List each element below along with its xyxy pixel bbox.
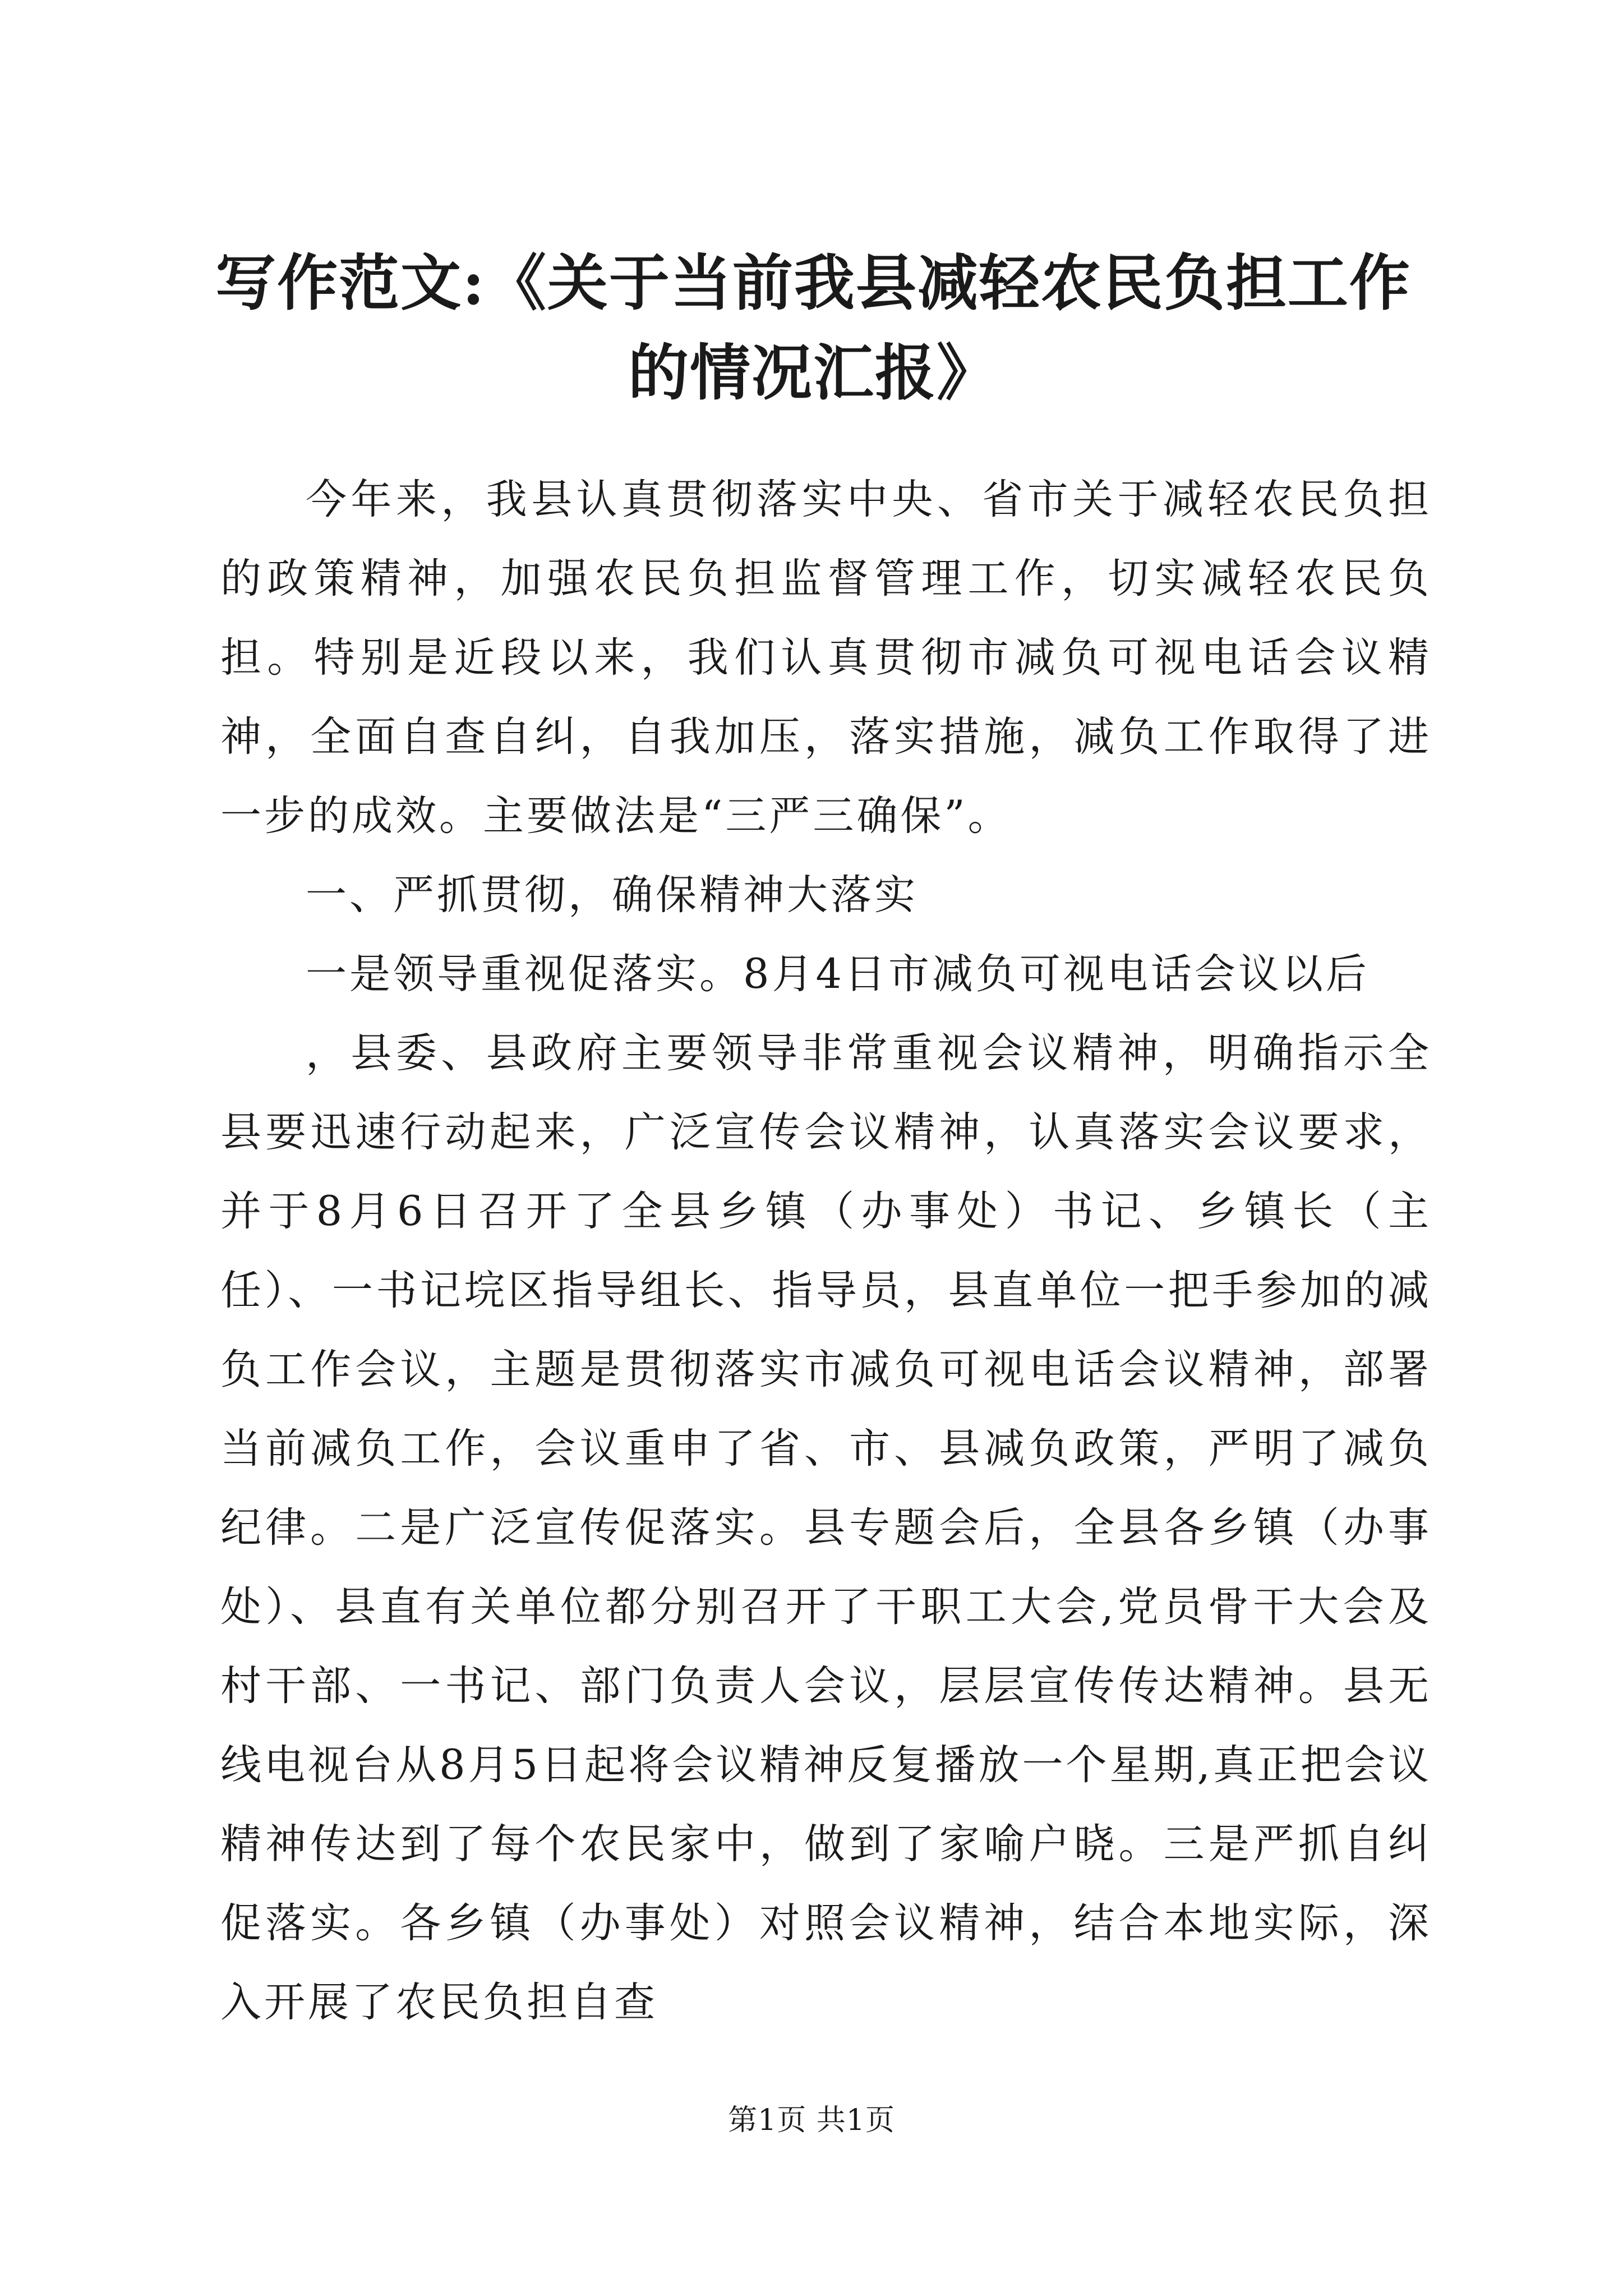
document-title [213, 238, 1413, 418]
title-line-2: 的情况汇报》 [628, 338, 998, 408]
intro-paragraph: 今年来，我县认真贯彻落实中央、省市关于减轻农民负担的政策精神，加强农民负担监督管理工作，切实减轻农民负担。特别是近段以来，我们认真贯彻市减负可视电话会议精神，全面自查自纠，自我加压，落实措施，减负工作取得了进一步的成效。主要做法是“三严三确保”。 [220, 476, 1432, 840]
page-number: 第1页 共1页 [728, 2104, 895, 2137]
body-paragraph: 一是领导重视促落实。8月4日市减负可视电话会议以后 [306, 950, 1370, 998]
page-footer [0, 2101, 1623, 2140]
title-line-1: 写作范文:《关于当前我县减轻农民负担工作 [215, 248, 1411, 319]
body-paragraph: ，县委、县政府主要领导非常重视会议精神，明确指示全县要迅速行动起来，广泛宣传会议精神，认真落实会议要求，并于8月6日召开了全县乡镇（办事处）书记、乡镇长（主任）、一书记垸区指导组长、指导员，县直单位一把手参加的减负工作会议，主题是贯彻落实市减负可视电话会议精神，部署当前减负工作，会议重申了省、市、县减负政策，严明了减负纪律。二是广泛宣传促落实。县专题会后，全县各乡镇（办事处）、县直有关单位都分别召开了干职工大会,党员骨干大会及村干部、一书记、部门负责人会议，层层宣传传达精神。县无线电视台从8月5日起将会议精神反复播放一个星期,真正把会议精神传达到了每个农民家中，做到了家喻户晓。三是严抓自纠促落实。各乡镇（办事处）对照会议精神，结合本地实际，深入开展了农民负担自查 [220, 1029, 1432, 2026]
document-body [220, 460, 1432, 2042]
section-heading: 一、严抓贯彻，确保精神大落实 [306, 871, 918, 919]
